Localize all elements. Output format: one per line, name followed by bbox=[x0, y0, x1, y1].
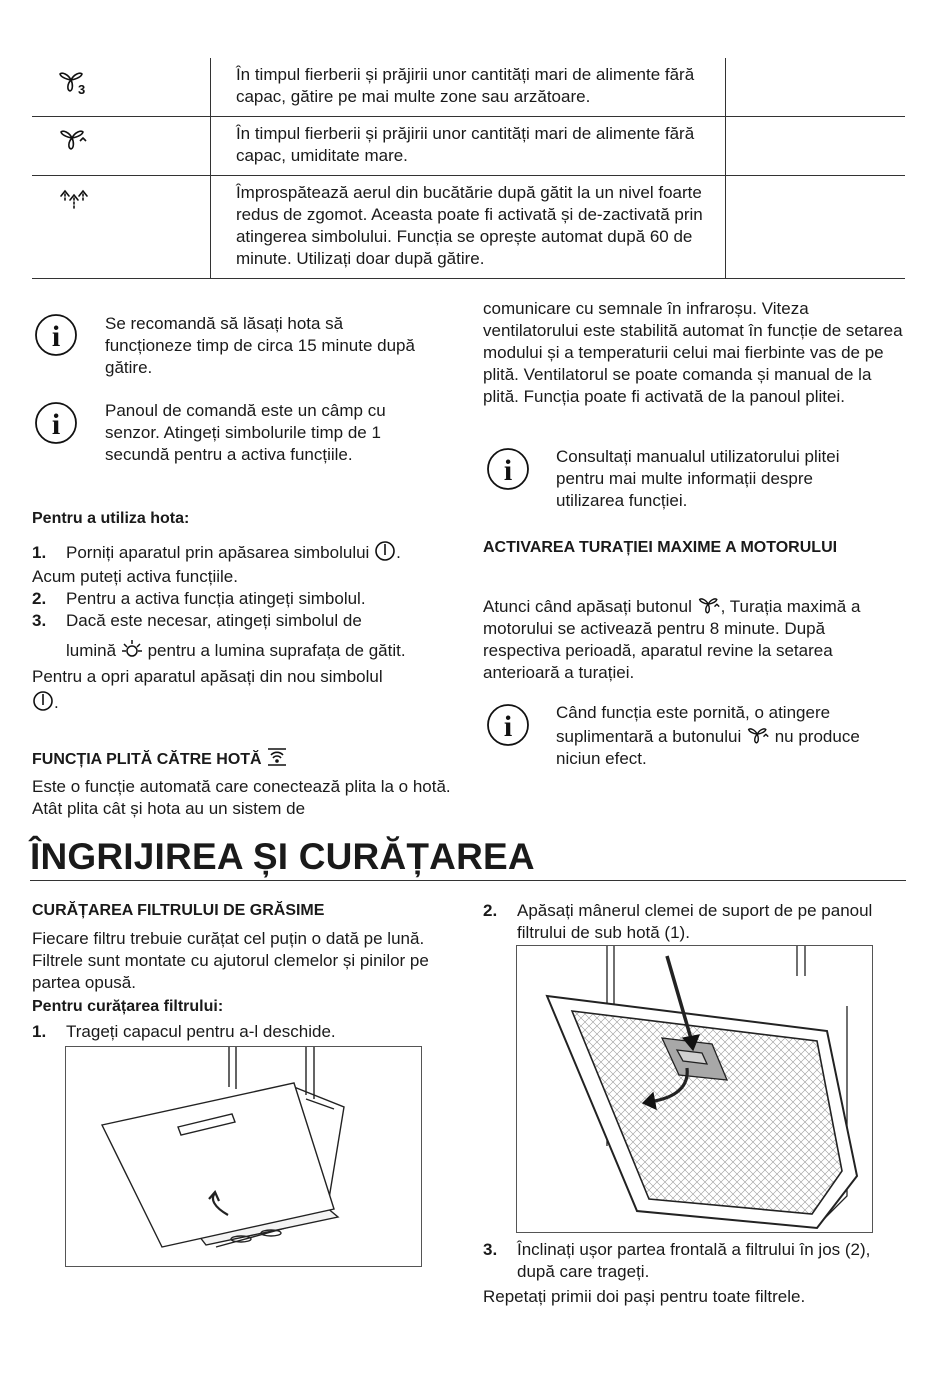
table-cell-empty bbox=[726, 117, 905, 176]
step-number: 1. bbox=[32, 1022, 47, 1041]
fan-speed-3-icon bbox=[58, 66, 92, 96]
max-speed-heading: ACTIVAREA TURAȚIEI MAXIME A MOTORULUI bbox=[483, 539, 838, 556]
clean-step-2 bbox=[483, 900, 903, 944]
icon-cell bbox=[32, 58, 210, 117]
table-row bbox=[32, 176, 905, 279]
step-number: 1. bbox=[32, 543, 47, 562]
step-number: 3. bbox=[32, 611, 47, 630]
table-cell-text: Împrospătează aerul din bucătărie după gătit la un nivel foarte redus de zgomot. Aceasta poate fi activată și de-zactivată prin atingerea simbolului. Funcția se oprește automat după 60 de minute. Utilizați doar după gătire. bbox=[210, 176, 725, 279]
info-note-after-cooking: Se recomandă să lăsați hota să funcționeze timp de circa 15 minute după gătire. bbox=[105, 314, 415, 377]
step-text: Înclinați ușor partea frontală a filtrului în jos (2), după care trageți. bbox=[517, 1240, 871, 1281]
clean-step-3 bbox=[483, 1239, 903, 1283]
section-divider bbox=[30, 880, 906, 881]
info-icon bbox=[486, 703, 530, 747]
svg-text:i: i bbox=[51, 320, 61, 353]
table-cell-empty bbox=[726, 58, 905, 117]
figure-open-cover bbox=[65, 1046, 422, 1267]
step-2 bbox=[32, 588, 366, 610]
svg-text:3: 3 bbox=[78, 82, 86, 96]
table-cell-text: În timpul fierberii și prăjirii unor cantități mari de alimente fără capac, umiditate mare. bbox=[210, 117, 725, 176]
step-1: 1. Porniți aparatul prin apăsarea simbolului . bbox=[32, 540, 462, 564]
step-text: Apăsați mânerul clemei de suport de pe panoul filtrului de sub hotă (1). bbox=[517, 901, 873, 942]
step-1-continued: Acum puteți activa funcțiile. bbox=[32, 567, 238, 586]
step-text: Dacă este necesar, atingeți simbolul de bbox=[66, 611, 362, 630]
use-hood-heading: Pentru a utiliza hota: bbox=[32, 510, 190, 527]
step-number: 2. bbox=[32, 589, 47, 608]
step-3-continued: lumină pentru a lumina suprafața de gătit. bbox=[66, 638, 466, 662]
table-cell-text: În timpul fierberii și prăjirii unor cantități mari de alimente fără capac, gătire pe mai multe zone sau arzătoare. bbox=[210, 58, 725, 117]
figure-filter-clip bbox=[516, 945, 873, 1233]
table-cell-empty bbox=[726, 176, 905, 279]
power-icon bbox=[374, 540, 396, 562]
section-title: ÎNGRIJIREA ȘI CURĂȚAREA bbox=[30, 836, 535, 877]
repeat-steps-text: Repetați primii doi pași pentru toate filtrele. bbox=[483, 1287, 806, 1306]
fan-boost-icon bbox=[58, 125, 88, 153]
table-row bbox=[32, 117, 905, 176]
grease-filter-illustration bbox=[517, 946, 872, 1232]
max-speed-text: Atunci când apăsați butonul , Turația maximă a motorului se activează pentru 8 minute. După respectiva perioadă, aparatul revine la setarea anterioară a turației. bbox=[483, 594, 903, 684]
table-row bbox=[32, 58, 905, 117]
hob-to-hood-icon bbox=[266, 746, 288, 768]
svg-text:i: i bbox=[51, 408, 61, 441]
power-off-text: Pentru a opri aparatul apăsați din nou simbolul bbox=[32, 667, 383, 686]
step-3 bbox=[32, 610, 362, 632]
hob-to-hood-text: Este o funcție automată care conectează plita la o hotă. Atât plita cât și hota au un sistem de bbox=[32, 777, 451, 818]
light-icon bbox=[121, 638, 143, 660]
svg-text:i: i bbox=[503, 454, 513, 487]
step-text: Porniți aparatul prin apăsarea simbolului bbox=[66, 543, 370, 562]
power-off-symbol: . bbox=[32, 690, 59, 714]
info-icon bbox=[34, 313, 78, 357]
info-note-boost-repeat: Când funcția este pornită, o atingere suplimentară a butonului nu produce niciun efect. bbox=[556, 703, 860, 768]
info-note-hob-manual: Consultați manualul utilizatorului plitei pentru mai multe informații despre utilizarea funcției. bbox=[556, 447, 840, 510]
step-number: 2. bbox=[483, 901, 498, 920]
step-text: Pentru a activa funcția atingeți simbolul. bbox=[66, 589, 366, 608]
info-note-sensor-panel: Panoul de comandă este un câmp cu senzor. Atingeți simbolurile timp de 1 secundă pentru a activa funcțiile. bbox=[105, 401, 386, 464]
step-number: 3. bbox=[483, 1240, 498, 1259]
air-refresh-icon bbox=[58, 184, 90, 212]
hob-to-hood-heading: FUNCȚIA PLITĂ CĂTRE HOTĂ bbox=[32, 746, 288, 771]
power-icon bbox=[32, 690, 54, 712]
hob-to-hood-continued: comunicare cu semnale în infraroșu. Viteza ventilatorului este stabilită automat în funcție de setarea modului și a temperaturii celui mai fierbinte vas de pe plită. Ventilatorul se poate comanda și manual de la plită. Funcția poate fi activată de la panoul plitei. bbox=[483, 299, 903, 406]
clean-step-1 bbox=[32, 1021, 336, 1043]
info-icon bbox=[486, 447, 530, 491]
grease-filter-text: Fiecare filtru trebuie curățat cel puțin o dată pe lună. Filtrele sunt montate cu ajutorul clemelor și pinilor pe partea opusă. bbox=[32, 929, 429, 992]
hood-cover-illustration bbox=[66, 1047, 421, 1266]
clean-filter-heading: Pentru curățarea filtrului: bbox=[32, 998, 224, 1015]
info-icon bbox=[34, 401, 78, 445]
svg-text:i: i bbox=[503, 710, 513, 743]
grease-filter-heading: CURĂȚAREA FILTRULUI DE GRĂSIME bbox=[32, 902, 325, 919]
icon-cell bbox=[32, 176, 210, 279]
icon-cell bbox=[32, 117, 210, 176]
function-table bbox=[32, 58, 905, 279]
step-text: Trageți capacul pentru a-l deschide. bbox=[66, 1022, 336, 1041]
fan-boost-icon bbox=[697, 594, 721, 616]
fan-boost-icon bbox=[746, 724, 770, 746]
